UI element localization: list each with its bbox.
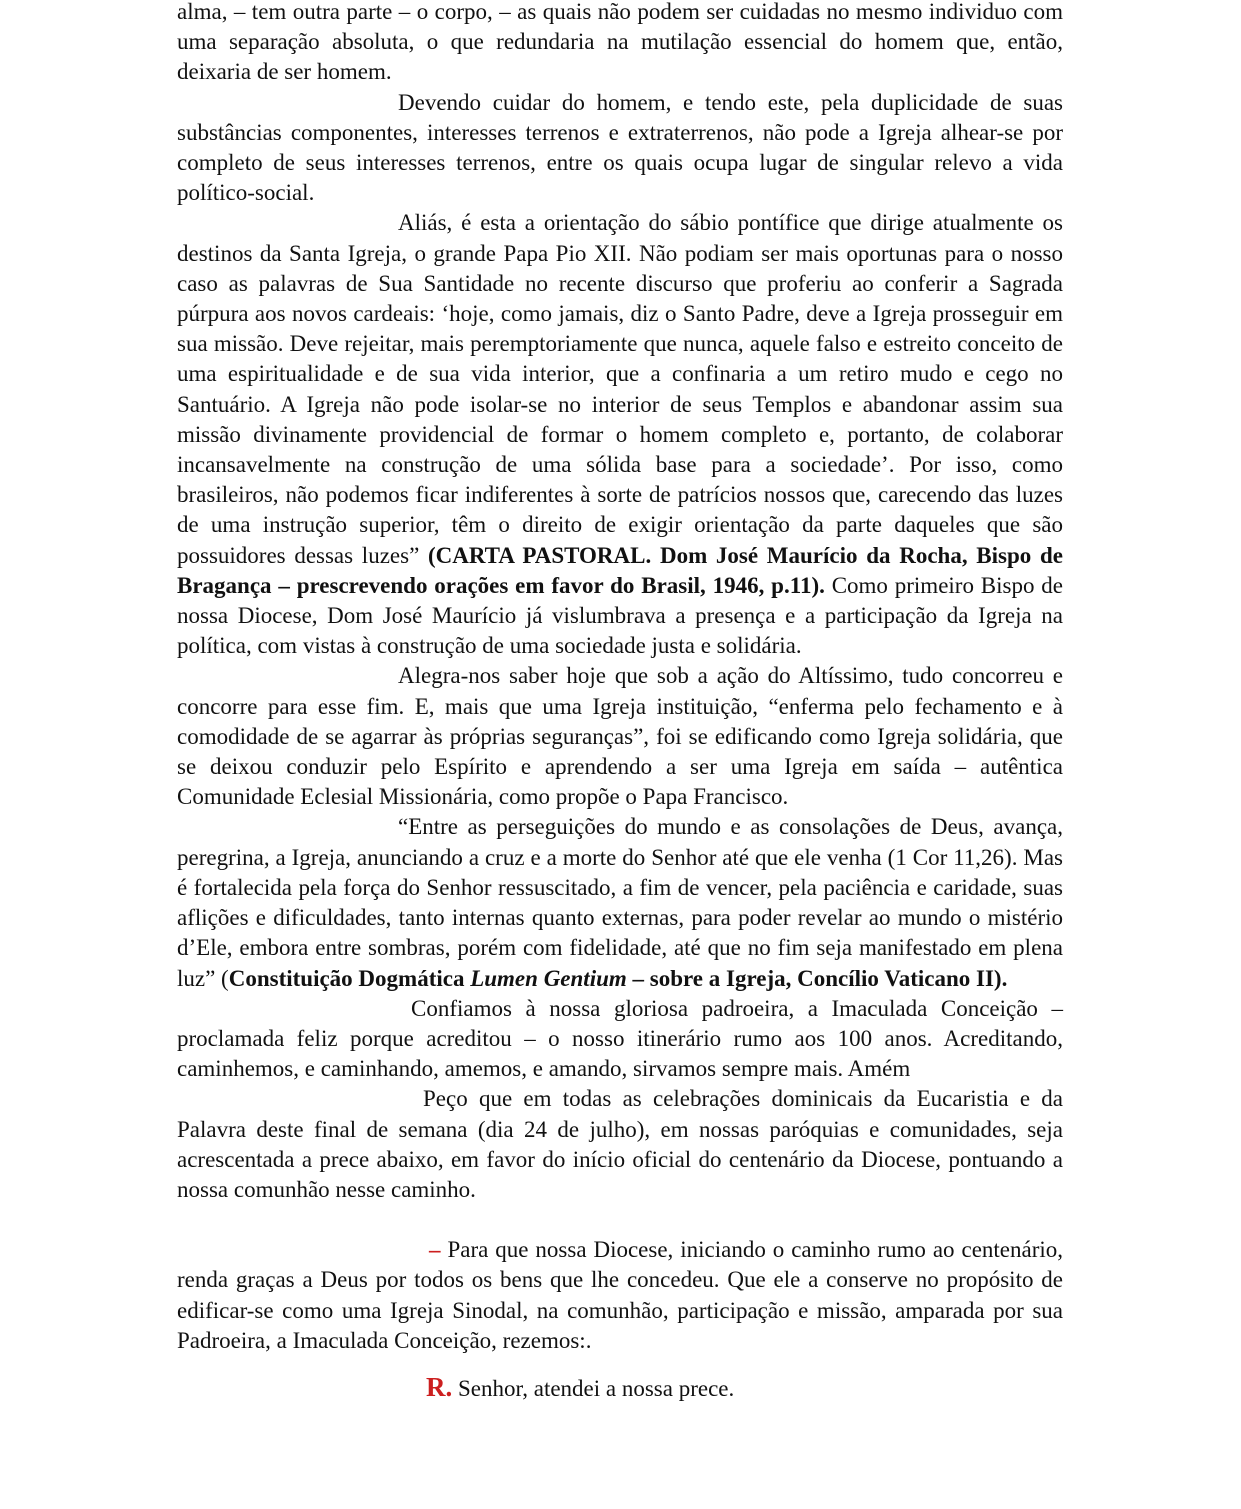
citation-part-b: – sobre a Igreja, Concílio Vaticano II).	[626, 965, 1008, 991]
prayer-text: Para que nossa Diocese, iniciando o caminho rumo ao centenário, renda graças a Deus por todos os bens que lhe concedeu. Que ele a conserve no propósito de edificar-se como uma Igreja Sinodal, na comunhão, participação e missão, amparada por sua Padroeira, a Imaculada Conceição, rezemos:.	[177, 1237, 1064, 1353]
citation-italic-gentium: Gentium	[543, 965, 627, 991]
paragraph-3	[177, 208, 1063, 661]
paragraph-2	[177, 88, 1063, 209]
paragraph-3-after: Como primeiro Bispo de nossa Diocese, Dom José Maurício já vislumbrava a presença e a participação da Igreja na política, com vistas à construção de uma sociedade justa e solidária.	[177, 572, 1063, 659]
paragraph-5	[177, 812, 1063, 993]
citation-part-a: Constituição Dogmática	[228, 965, 471, 991]
response-mark: R.	[426, 1371, 453, 1402]
paragraph-1-text: alma, – tem outra parte – o corpo, – as quais não podem ser cuidadas no mesmo individuo com uma separação absoluta, o que redundaria na mutilação essencial do homem que, então, deixaria de ser homem.	[177, 0, 1063, 85]
citation-italic-lumen: Lumen	[470, 965, 538, 991]
paragraph-6-text: Confiamos à nossa gloriosa padroeira, a Imaculada Conceição – proclamada feliz porque acreditou – o nosso itinerário rumo aos 100 anos. Acreditando, caminhemos, e caminhando, amemos, e amando, sirvamos sempre mais. Amém	[177, 995, 1063, 1082]
prayer-intention	[177, 1235, 1063, 1356]
prayer-dash: –	[429, 1237, 441, 1263]
paragraph-2-text: Devendo cuidar do homem, e tendo este, pela duplicidade de suas substâncias componentes, interesses terrenos e extraterrenos, não pode a Igreja alhear-se por completo de seus interesses terrenos, entre os quais ocupa lugar de singular relevo a vida político-social.	[177, 89, 1063, 206]
paragraph-3-quote: Aliás, é esta a orientação do sábio pontífice que dirige atualmente os destinos da Santa Igreja, o grande Papa Pio XII. Não podiam ser mais oportunas para o nosso caso as palavras de Sua Santidade no recente discurso que proferiu ao conferir a Sagrada púrpura aos novos cardeais: ‘hoje, como jamais, diz o Santo Padre, deve a Igreja prosseguir em sua missão. Deve rejeitar, mais peremptoriamente que nunca, aquele falso e estreito conceito de uma espiritualidade e de sua vida interior, que a confinaria a um retiro mudo e cego no Santuário. A Igreja não pode isolar-se no interior de seus Templos e abandonar assim sua missão divinamente providencial de formar o homem completo e, portanto, de colaborar incansavelmente na construção de uma sólida base para a sociedade’. Por isso, como brasileiros, não podemos ficar indiferentes à sorte de patrícios nossos que, carecendo das luzes de uma instrução superior, têm o direito de exigir orientação da parte daqueles que são possuidores dessas luzes”	[177, 210, 1063, 568]
response-text: Senhor, atendei a nossa prece.	[458, 1375, 735, 1401]
lumen-gentium-citation	[229, 966, 1008, 991]
spacer	[177, 1205, 1063, 1235]
paragraph-1	[177, 0, 1063, 88]
paragraph-6	[177, 994, 1063, 1085]
paragraph-7	[177, 1084, 1063, 1205]
pastoral-letter-citation: (CARTA PASTORAL. Dom José Maurício da Rocha, Bispo de Bragança – prescrevendo orações em favor do Brasil, 1946, p.11).	[177, 542, 1063, 598]
paragraph-5-quote: “Entre as perseguições do mundo e as consolações de Deus, avança, peregrina, a Igreja, anunciando a cruz e a morte do Senhor até que ele venha (1 Cor 11,26). Mas é fortalecida pela força do Senhor ressuscitado, a fim de vencer, pela paciência e caridade, suas aflições e dificuldades, tanto internas quanto externas, para poder revelar ao mundo o mistério d’Ele, embora entre sombras, porém com fidelidade, até que no fim seja manifestado em plena luz” (	[177, 814, 1063, 991]
document-page	[177, 0, 1063, 1404]
paragraph-4	[177, 661, 1063, 812]
paragraph-4-text: Alegra-nos saber hoje que sob a ação do Altíssimo, tudo concorreu e concorre para esse fim. E, mais que uma Igreja instituição, “enferma pelo fechamento e à comodidade de se agarrar às próprias seguranças”, foi se edificando como Igreja solidária, que se deixou conduzir pelo Espírito e aprendendo a ser uma Igreja em saída – autêntica Comunidade Eclesial Missionária, como propõe o Papa Francisco.	[177, 663, 1063, 810]
prayer-response	[177, 1372, 1063, 1404]
paragraph-7-text: Peço que em todas as celebrações dominicais da Eucaristia e da Palavra deste final de semana (dia 24 de julho), em nossas paróquias e comunidades, seja acrescentada a prece abaixo, em favor do início oficial do centenário da Diocese, pontuando a nossa comunhão nesse caminho.	[177, 1086, 1063, 1202]
